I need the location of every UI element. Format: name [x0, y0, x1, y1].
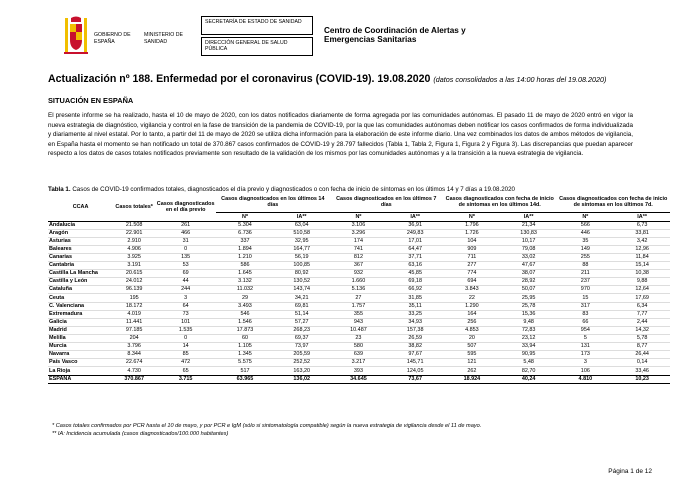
table-cell: 256 [467, 318, 477, 325]
table-cell: 2.910 [127, 237, 141, 244]
table-cell: 104 [467, 237, 477, 244]
table-cell: 3.925 [127, 253, 141, 260]
cell-ccaa: Ceuta [49, 294, 65, 301]
table-cell: 14,32 [635, 326, 649, 333]
table-cell: 11.032 [236, 286, 254, 293]
table-row [48, 326, 670, 334]
table-cell: 3.217 [351, 359, 366, 366]
table-cell: 3.796 [127, 343, 141, 350]
table-cell: 53 [182, 262, 189, 269]
table-cell: 106 [580, 367, 590, 374]
department-boxes [201, 16, 313, 58]
cell-ccaa: Castilla y León [49, 278, 88, 285]
table-cell: 69 [182, 270, 189, 277]
table-cell: 6.736 [238, 229, 252, 236]
table-cell: 211 [581, 270, 590, 277]
table-row [48, 229, 670, 237]
table-cell: 3.493 [238, 302, 252, 309]
table-cell: 9,88 [636, 278, 648, 285]
table-cell: 18.172 [125, 302, 143, 309]
table-cell: 51,14 [294, 310, 309, 317]
table-cell: 34,21 [294, 294, 309, 301]
table-row [48, 343, 670, 351]
table-cell: 22.901 [125, 229, 143, 236]
table-cell: 0 [184, 245, 188, 252]
table-cell: 355 [353, 310, 363, 317]
table-cell: 31,85 [408, 294, 422, 301]
table-cell: 47,67 [521, 262, 536, 269]
cell-ccaa: Canarias [49, 253, 72, 260]
table-cell: 3.106 [351, 221, 366, 228]
cell-ccaa: Cataluña [49, 286, 72, 293]
table-cell: 69,81 [294, 302, 309, 309]
header-sint-14d: Casos diagnosticados con fecha de inicio de síntomas en los últimos 14d. [443, 193, 556, 212]
table-cell: 1.345 [238, 351, 252, 358]
table-cell: 1.290 [465, 302, 479, 309]
table-cell: 38,82 [408, 343, 422, 350]
table-cell: 244 [181, 286, 191, 293]
table-cell: 252,52 [293, 359, 311, 366]
centro-title: Centro de Coordinación de Alertas y Emergencias Sanitarias [324, 26, 466, 44]
cell-ccaa: ESPAÑA [48, 375, 113, 383]
table-cell: 586 [240, 262, 250, 269]
table-cell: 4.906 [127, 245, 141, 252]
table-cell: 80,92 [294, 270, 309, 277]
table-cell: 21,34 [521, 221, 536, 228]
table-row [48, 270, 670, 278]
government-label: GOBIERNO DE ESPAÑA [94, 32, 131, 45]
table-cell: 204 [129, 335, 139, 342]
table-cell: 97.185 [125, 326, 143, 333]
table-cell: 21.508 [125, 221, 143, 228]
table-cell: 18.924 [443, 375, 501, 383]
table-cell: 63,04 [294, 221, 309, 228]
table-notes [52, 422, 481, 439]
table-cell: 970 [580, 286, 590, 293]
table-cell: 1.105 [238, 343, 252, 350]
cell-ccaa: Extremadura [49, 310, 83, 317]
table-cell: 580 [353, 343, 363, 350]
table-cell: 145,71 [406, 359, 424, 366]
table-cell: 774 [467, 270, 477, 277]
header-total: Casos totales* [113, 193, 155, 221]
table-cell: 88 [582, 262, 589, 269]
table-cell: 932 [353, 270, 363, 277]
table-cell: 130,83 [520, 229, 537, 236]
table-cell: 5.575 [238, 359, 252, 366]
table-cell: 205,59 [293, 351, 311, 358]
table-cell: 101 [181, 318, 191, 325]
table-cell: 33,46 [635, 367, 649, 374]
table-cell: 20.615 [125, 270, 143, 277]
table-cell: 97,67 [408, 351, 422, 358]
table-cell: 23 [355, 335, 362, 342]
table-cell: 22.674 [125, 359, 143, 366]
table-cell: 35,11 [408, 302, 422, 309]
table-cell: 25,95 [521, 294, 536, 301]
table-cell: 65 [182, 367, 189, 374]
table-cell: 60 [241, 335, 249, 342]
ministry-label: MINISTERIO DE SANIDAD [144, 32, 183, 45]
table-cell: 10,23 [614, 375, 670, 383]
table-cell: 4.853 [465, 326, 479, 333]
subheader-n: Nº [330, 212, 388, 221]
table-cell: 741 [353, 245, 363, 252]
table-cell: 12,64 [635, 286, 649, 293]
table-cell: 17,69 [635, 294, 649, 301]
table-cell: 255 [580, 253, 590, 260]
table-cell: 56,19 [294, 253, 309, 260]
table-cell: 64 [182, 302, 189, 309]
table-cell: 66,92 [408, 286, 422, 293]
table-cell: 8,77 [636, 343, 648, 350]
table-cell: 69,18 [408, 278, 422, 285]
note-total: * Casos totales confirmados por PCR hasta el 10 de mayo, y por PCR e IgM (sólo si sintomatología compatible) según la nueva estrategia de vigilancia desde el 11 de mayo. [52, 423, 482, 429]
table-cell: 249,83 [406, 229, 424, 236]
table-cell: 33,25 [408, 310, 422, 317]
table-cell: 3.191 [127, 262, 141, 269]
table-cell: 63.965 [216, 375, 274, 383]
cell-ccaa: Aragón [49, 229, 69, 236]
table-cell: 149 [580, 245, 590, 252]
table-cell: 5,48 [523, 359, 534, 366]
table-cell: 163,20 [293, 367, 311, 374]
table-cell: 237 [580, 278, 590, 285]
table-cell: 64,47 [408, 245, 422, 252]
table-cell: 10.487 [350, 326, 367, 333]
table-cell: 943 [353, 318, 363, 325]
table-total-row [48, 375, 670, 383]
table-cell: 694 [467, 278, 477, 285]
table-row [48, 262, 670, 270]
table-cell: 566 [580, 221, 590, 228]
table-cell: 337 [240, 237, 250, 244]
table-cell: 268,23 [293, 326, 311, 333]
table-cell: 9,48 [523, 318, 534, 325]
table-cell: 3.132 [238, 278, 252, 285]
table-cell: 22 [468, 294, 475, 301]
page-header [62, 14, 622, 66]
subheader-ia: IA** [274, 212, 330, 221]
table-cell: 100,85 [293, 262, 311, 269]
table-cell: 17,01 [408, 237, 422, 244]
table-cell: 5 [583, 335, 587, 342]
table-cell: 3.715 [155, 375, 216, 383]
table-cell: 1.726 [465, 229, 479, 236]
table-cell: 121 [467, 359, 477, 366]
table-cell: 15,36 [521, 310, 536, 317]
table-row [48, 286, 670, 294]
table-cell: 7,77 [636, 310, 648, 317]
table-cell: 73,67 [387, 375, 443, 383]
secretaria-box: SECRETARÍA DE ESTADO DE SANIDAD [201, 16, 313, 35]
table-caption-text: Casos de COVID-19 confirmados totales, diagnosticados el día previo y diagnosticados o con fecha de inicio de síntomas en los últimos 14 y 7 días a 19.08.2020 [70, 186, 515, 193]
table-row [48, 335, 670, 343]
table-cell: 26,59 [408, 335, 422, 342]
report-title [48, 73, 606, 85]
table-cell: 83 [582, 310, 589, 317]
table-cell: 262 [467, 367, 477, 374]
table-cell: 135 [181, 253, 191, 260]
table-cell: 546 [240, 310, 250, 317]
table-cell: 130,52 [293, 278, 311, 285]
table-row [48, 351, 670, 359]
table-cell: 472 [181, 359, 191, 366]
table-cell: 11,84 [635, 253, 649, 260]
table-row [48, 302, 670, 310]
table-cell: 0 [184, 335, 188, 342]
table-row [48, 221, 670, 229]
report-title-sub: (datos consolidados a las 14:00 horas del 19.08.2020) [433, 75, 607, 84]
table-cell: 26,44 [635, 351, 649, 358]
table-cell: 517 [240, 367, 250, 374]
table-cell: 15,14 [635, 262, 649, 269]
table-cell: 367 [353, 262, 363, 269]
table-cell: 370.867 [113, 375, 155, 383]
subheader-n: Nº [443, 212, 501, 221]
table-cell: 66 [582, 318, 589, 325]
table-cell: 812 [353, 253, 363, 260]
report-title-main: Actualización nº 188. Enfermedad por el coronavirus (COVID-19). 19.08.2020 [48, 73, 431, 85]
table-cell: 63,16 [408, 262, 422, 269]
table-cell: 393 [353, 367, 363, 374]
cell-ccaa: Melilla [49, 335, 66, 342]
table-cell: 317 [580, 302, 590, 309]
covid-cases-table [48, 193, 670, 384]
page-number: Página 1 de 12 [608, 468, 652, 475]
table-cell: 4.730 [127, 367, 141, 374]
table-cell: 72,83 [521, 326, 536, 333]
table-cell: 164 [467, 310, 477, 317]
cell-ccaa: Asturias [49, 237, 71, 244]
table-cell: 25,78 [521, 302, 536, 309]
table-cell: 3.296 [351, 229, 366, 236]
table-cell: 15 [582, 294, 589, 301]
section-heading: SITUACIÓN EN ESPAÑA [48, 96, 134, 105]
table-cell: 29 [241, 294, 249, 301]
cell-ccaa: Murcia [49, 343, 67, 350]
table-cell: 507 [467, 343, 477, 350]
table-cell: 3 [184, 294, 188, 301]
header-ccaa: CCAA [48, 193, 113, 221]
table-cell: 6,34 [636, 302, 648, 309]
subheader-ia: IA** [501, 212, 557, 221]
table-cell: 73 [182, 310, 189, 317]
table-cell: 909 [467, 245, 477, 252]
table-cell: 38,07 [521, 270, 536, 277]
government-logo [62, 16, 192, 60]
subheader-ia: IA** [387, 212, 443, 221]
subheader-n: Nº [556, 212, 614, 221]
table-cell: 45,85 [408, 270, 422, 277]
table-row [48, 318, 670, 326]
table-cell: 90,95 [521, 351, 536, 358]
cell-ccaa: C. Valenciana [49, 302, 85, 309]
table-row [48, 245, 670, 253]
cell-ccaa: Galicia [49, 318, 67, 325]
table-row [48, 359, 670, 367]
table-cell: 50,07 [521, 286, 536, 293]
table-cell: 33,94 [521, 343, 536, 350]
table-cell: 4.019 [127, 310, 141, 317]
table-cell: 36,91 [408, 221, 422, 228]
table-cell: 11.441 [126, 318, 143, 325]
table-cell: 23,12 [521, 335, 536, 342]
table-cell: 10,38 [635, 270, 649, 277]
table-cell: 35 [582, 237, 589, 244]
table-cell: 164,77 [293, 245, 311, 252]
table-cell: 1.894 [238, 245, 252, 252]
cell-ccaa: Navarra [49, 351, 70, 358]
intro-paragraph: El presente informe se ha realizado, hasta el 10 de mayo de 2020, con los datos notificados diariamente de forma agregada por las comunidades autónomas. El pasado 11 de mayo de 2020 entró en vigor la nueva estrategia de diagnóstico, vigilancia y control en la fase de transición de la pandemia de COVID-19, por la que las comunidades autónomas deben notificar los casos confirmados de forma individualizada y diariamente al nivel estatal. Por lo tanto, a partir del 11 de mayo de 2020 se utiliza dicha información para la elaboración de este informe diario. Una vez combinados los datos de ambos métodos de vigilancia, en España hasta el momento se han notificado un total de 370.867 casos confirmados de COVID-19 y 28.797 fallecidos (Tabla 1, Tabla 2, Figura 1, Figura 2 y Figura 3). Las discrepancias que puedan aparecer respecto a los datos de casos totales notificados previamente son resultado de la validación de los mismos por las comunidades autónomas y a la transición a la nueva estrategia de vigilancia. [48, 112, 633, 158]
cell-ccaa: Andalucía [49, 221, 75, 228]
table-cell: 73,97 [294, 343, 309, 350]
table-cell: 1.210 [238, 253, 252, 260]
table-cell: 31 [182, 237, 189, 244]
cell-ccaa: Madrid [49, 326, 67, 333]
table-cell: 5,78 [636, 335, 648, 342]
header-sint-7d: Casos diagnosticados con fecha de inicio de síntomas en los últimos 7d. [556, 193, 670, 212]
table-cell: 34.645 [330, 375, 388, 383]
table-cell: 14 [182, 343, 189, 350]
table-cell: 33,02 [521, 253, 536, 260]
cell-ccaa: Baleares [49, 245, 72, 252]
table-cell: 639 [353, 351, 363, 358]
table-cell: 33,81 [635, 229, 649, 236]
cell-ccaa: La Rioja [49, 367, 71, 374]
cell-ccaa: Cantabria [49, 262, 75, 269]
table-row [48, 237, 670, 245]
table-cell: 157,38 [406, 326, 424, 333]
table-cell: 261 [181, 221, 191, 228]
table-cell: 57,27 [294, 318, 309, 325]
table-cell: 34,93 [408, 318, 422, 325]
table-cell: 595 [467, 351, 477, 358]
table-cell: 136,02 [274, 375, 330, 383]
table-cell: 69,37 [294, 335, 309, 342]
table-cell: 6,73 [636, 221, 648, 228]
header-previo: Casos diagnosticados en el día previo [155, 193, 216, 221]
table-cell: 24.012 [125, 278, 143, 285]
table-cell: 1.660 [351, 278, 366, 285]
table-cell: 5.136 [351, 286, 366, 293]
coat-of-arms-icon [62, 16, 90, 56]
table-cell: 131 [580, 343, 590, 350]
table-cell: 195 [129, 294, 139, 301]
header-7d: Casos diagnosticados en los últimos 7 días [330, 193, 443, 212]
table-cell: 32,95 [294, 237, 309, 244]
table-cell: 5.304 [238, 221, 252, 228]
table-cell: 27 [355, 294, 362, 301]
table-body [48, 221, 670, 383]
table-cell: 82,70 [521, 367, 536, 374]
table-cell: 1.546 [238, 318, 252, 325]
cell-ccaa: Castilla La Mancha [49, 270, 98, 277]
table-cell: 1.535 [178, 326, 193, 333]
table-cell: 2,44 [636, 318, 648, 325]
note-ia: ** IA: Incidencia acumulada (casos diagnosticados/100.000 habitantes) [52, 431, 229, 438]
header-14d: Casos diagnosticados en los últimos 14 días [216, 193, 329, 212]
table-cell: 37,71 [408, 253, 422, 260]
table-cell: 954 [580, 326, 590, 333]
table-cell: 1.757 [351, 302, 366, 309]
table-cell: 8.344 [127, 351, 141, 358]
table-cell: 40,24 [501, 375, 557, 383]
cell-ccaa: País Vasco [49, 359, 78, 366]
table-cell: 28,92 [521, 278, 536, 285]
table-cell: 85 [182, 351, 189, 358]
table-cell: 277 [467, 262, 477, 269]
table-cell: 143,74 [293, 286, 311, 293]
table-cell: 510,58 [293, 229, 311, 236]
table-row [48, 278, 670, 286]
table-cell: 3,42 [636, 237, 648, 244]
table-cell: 446 [580, 229, 590, 236]
subheader-ia: IA** [614, 212, 670, 221]
table-caption [48, 186, 515, 193]
table-row [48, 294, 670, 302]
table-cell: 173 [580, 351, 590, 358]
table-cell: 1.645 [238, 270, 252, 277]
table-cell: 17.873 [236, 326, 254, 333]
table-cell: 0,14 [636, 359, 648, 366]
table-cell: 711 [467, 253, 477, 260]
table-cell: 12,96 [635, 245, 649, 252]
table-cell: 79,08 [521, 245, 536, 252]
table-cell: 124,05 [406, 367, 424, 374]
table-cell: 3 [583, 359, 587, 366]
table-cell: 3.843 [465, 286, 479, 293]
table-cell: 4.810 [556, 375, 614, 383]
table-cell: 1.796 [465, 221, 479, 228]
table-cell: 174 [353, 237, 363, 244]
direccion-box: DIRECCIÓN GENERAL DE SALUD PÚBLICA [201, 37, 313, 56]
table-caption-label: Tabla 1. [48, 186, 71, 193]
table-cell: 466 [181, 229, 191, 236]
table-row [48, 253, 670, 261]
table-cell: 10,17 [521, 237, 536, 244]
table-cell: 20 [468, 335, 475, 342]
table-row [48, 367, 670, 375]
table-cell: 44 [182, 278, 189, 285]
subheader-n: Nº [216, 212, 274, 221]
table-cell: 96.139 [125, 286, 143, 293]
table-row [48, 310, 670, 318]
